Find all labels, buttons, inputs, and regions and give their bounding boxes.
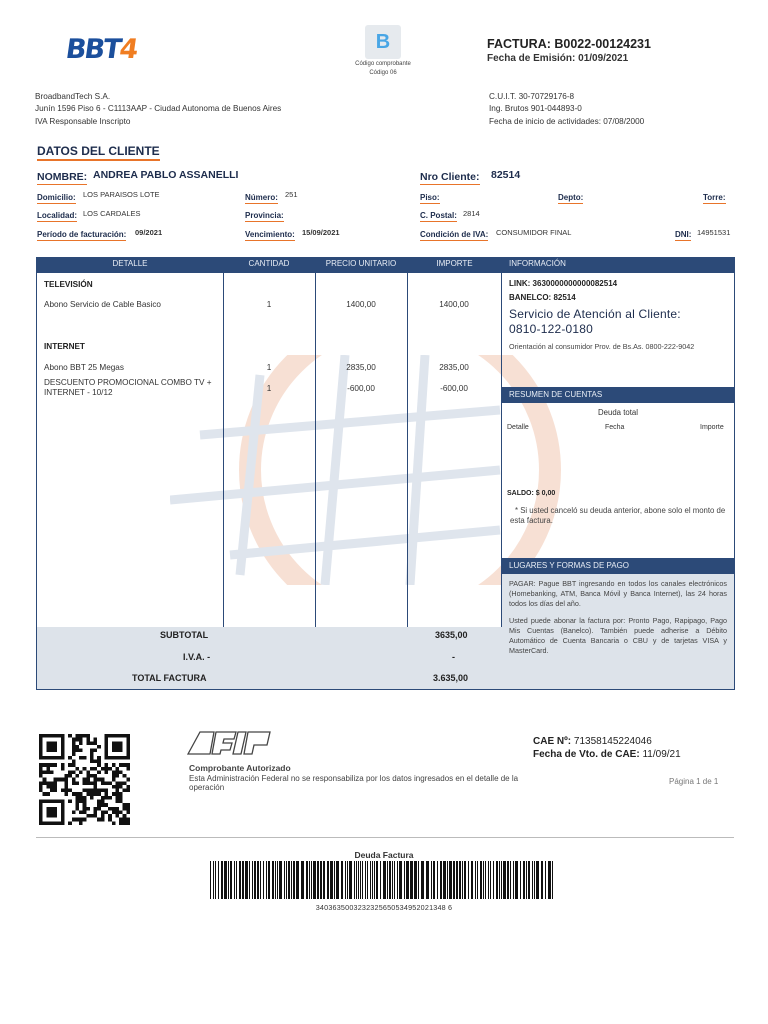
nombre-value: ANDREA PABLO ASSANELLI [93, 169, 239, 181]
company-info [35, 91, 281, 128]
afip-logo [186, 730, 276, 756]
qr-code [36, 734, 133, 825]
cae-label: CAE Nº: [533, 736, 572, 747]
line-item-detalle: DESCUENTO PROMOCIONAL COMBO TV + INTERNET - 10/12 [44, 378, 212, 397]
resumen-header: RESUMEN DE CUENTAS [502, 387, 734, 403]
resumen-col-importe: Importe [700, 424, 724, 431]
depto-label: Depto: [558, 193, 584, 202]
line-item-precio: 2835,00 [346, 363, 376, 372]
afip-disclaimer: Esta Administración Federal no se responsabiliza por los datos ingresados en el detalle de la operación [189, 774, 519, 792]
dni-value: 14951531 [697, 228, 731, 237]
line-item-precio: 1400,00 [346, 300, 376, 309]
line-item-cantidad: 1 [266, 363, 272, 372]
col-header-precio: PRECIO UNITARIO [325, 259, 397, 268]
col-header-detalle: DETALLE [112, 259, 148, 268]
nro-cliente-label: Nro Cliente: [420, 171, 480, 183]
footer-divider [36, 837, 734, 838]
localidad-label: Localidad: [37, 211, 78, 220]
barcode-number: 3403635003232325650534952021348 6 [315, 903, 453, 912]
bbt4-logo: BBT4 [63, 34, 139, 65]
cae-vto-label: Fecha de Vto. de CAE: [533, 749, 640, 760]
iva-value: - [452, 652, 455, 662]
vencimiento-value: 15/09/2021 [302, 228, 340, 237]
pagar-text: PAGAR: Pague BBT ingresando en todos los canales electrónicos (Homebanking, ATM, Banca Móvil y Banca Internet), las 24 horas todos los días del año. [509, 579, 727, 608]
comprobante-caption: Código comprobante Código 06 [355, 61, 411, 76]
cpostal-label: C. Postal: [420, 211, 457, 220]
comprobante-autorizado: Comprobante Autorizado [189, 763, 291, 773]
cae-line [533, 736, 652, 747]
lugares-pago-header: LUGARES Y FORMAS DE PAGO [502, 558, 734, 574]
condicion-iva-label: Condición de IVA: [420, 230, 489, 239]
domicilio-value: LOS PARAISOS LOTE [83, 190, 160, 199]
line-item-importe: 1400,00 [439, 300, 469, 309]
total-label: TOTAL FACTURA [132, 673, 207, 683]
page-number: Página 1 de 1 [669, 777, 719, 786]
subtotal-value: 3635,00 [435, 630, 468, 640]
resumen-col-fecha: Fecha [605, 424, 625, 431]
resumen-col-detalle: Detalle [507, 424, 529, 431]
col-divider [315, 273, 316, 627]
subtotal-label: SUBTOTAL [160, 630, 209, 640]
periodo-value: 09/2021 [135, 228, 163, 237]
company-address: Junín 1596 Piso 6 - C1113AAP - Ciudad Autonoma de Buenos Aires [35, 104, 282, 114]
company-tax-info [489, 91, 644, 128]
line-item-cantidad: 1 [266, 300, 272, 309]
piso-label: Piso: [420, 193, 440, 202]
localidad-value: LOS CARDALES [83, 209, 141, 218]
comprobante-letter: B [365, 25, 401, 59]
numero-label: Número: [245, 193, 278, 202]
company-name: BroadbandTech S.A. [35, 92, 111, 101]
nombre-label: NOMBRE: [37, 171, 88, 183]
saldo-note: * Si usted canceló su deuda anterior, abone solo el monto de esta factura. [510, 506, 726, 525]
company-cuit: C.U.I.T. 30-70729176-8 [489, 92, 575, 101]
iva-label: I.V.A. - [183, 652, 211, 662]
deuda-factura-label: Deuda Factura [354, 850, 414, 860]
usted-text: Usted puede abonar la factura por: Pronto Pago, Rapipago, Pago Mis Cuentas (Banelco). También puede adherise a Débito Automático de Cuenta Bancaria o CBU y de tarjetas VISA y MasterCard. [509, 616, 727, 655]
saldo-value: SALDO: $ 0,00 [507, 490, 556, 497]
provincia-label: Provincia: [245, 211, 284, 220]
dni-label: DNI: [675, 230, 692, 239]
section-title-internet: INTERNET [44, 342, 85, 351]
link-code: LINK: 3630000000000082514 [509, 279, 618, 288]
domicilio-label: Domicilio: [37, 193, 76, 202]
servicio-title: Servicio de Atención al Cliente: [509, 307, 681, 321]
deuda-total-label: Deuda total [598, 408, 638, 417]
numero-value: 251 [285, 190, 298, 199]
line-item-importe: 2835,00 [439, 363, 469, 372]
cpostal-value: 2814 [463, 209, 480, 218]
line-item-detalle: Abono BBT 25 Megas [44, 363, 124, 372]
total-value: 3.635,00 [433, 673, 469, 683]
company-iva: IVA Responsable Inscripto [35, 116, 131, 126]
section-title-cliente: DATOS DEL CLIENTE [37, 144, 160, 161]
col-header-cantidad: CANTIDAD [248, 259, 290, 268]
cae-vto-value: 11/09/21 [642, 749, 681, 760]
periodo-label: Período de facturación: [37, 230, 127, 239]
line-item-cantidad: 1 [266, 384, 272, 393]
condicion-iva-value: CONSUMIDOR FINAL [496, 228, 572, 237]
col-header-importe: IMPORTE [436, 259, 473, 268]
afip-logo-text: AFIP [186, 730, 189, 731]
col-header-informacion: INFORMACIÓN [509, 259, 566, 268]
line-item-precio: -600,00 [347, 384, 375, 393]
servicio-phone: 0810-122-0180 [509, 322, 594, 336]
fecha-emision: Fecha de Emisión: 01/09/2021 [487, 53, 629, 64]
section-title-television: TELEVISIÓN [44, 280, 93, 289]
torre-label: Torre: [703, 193, 726, 202]
cae-vto-line [533, 749, 681, 760]
barcode [210, 861, 555, 899]
factura-number: FACTURA: B0022-00124231 [487, 37, 651, 51]
company-ing-brutos: Ing. Brutos 901-044893-0 [489, 104, 582, 114]
orientacion-text: Orientación al consumidor Prov. de Bs.As. 0800-222-9042 [509, 342, 695, 351]
company-inicio: Fecha de inicio de actividades: 07/08/2000 [489, 116, 645, 126]
col-divider [223, 273, 224, 627]
nro-cliente-value: 82514 [491, 169, 521, 181]
col-divider [407, 273, 408, 627]
line-item-detalle: Abono Servicio de Cable Basico [44, 300, 161, 309]
line-item-importe: -600,00 [440, 384, 468, 393]
banelco-code: BANELCO: 82514 [509, 293, 576, 302]
vencimiento-label: Vencimiento: [245, 230, 295, 239]
cae-value: 71358145224046 [573, 736, 652, 747]
